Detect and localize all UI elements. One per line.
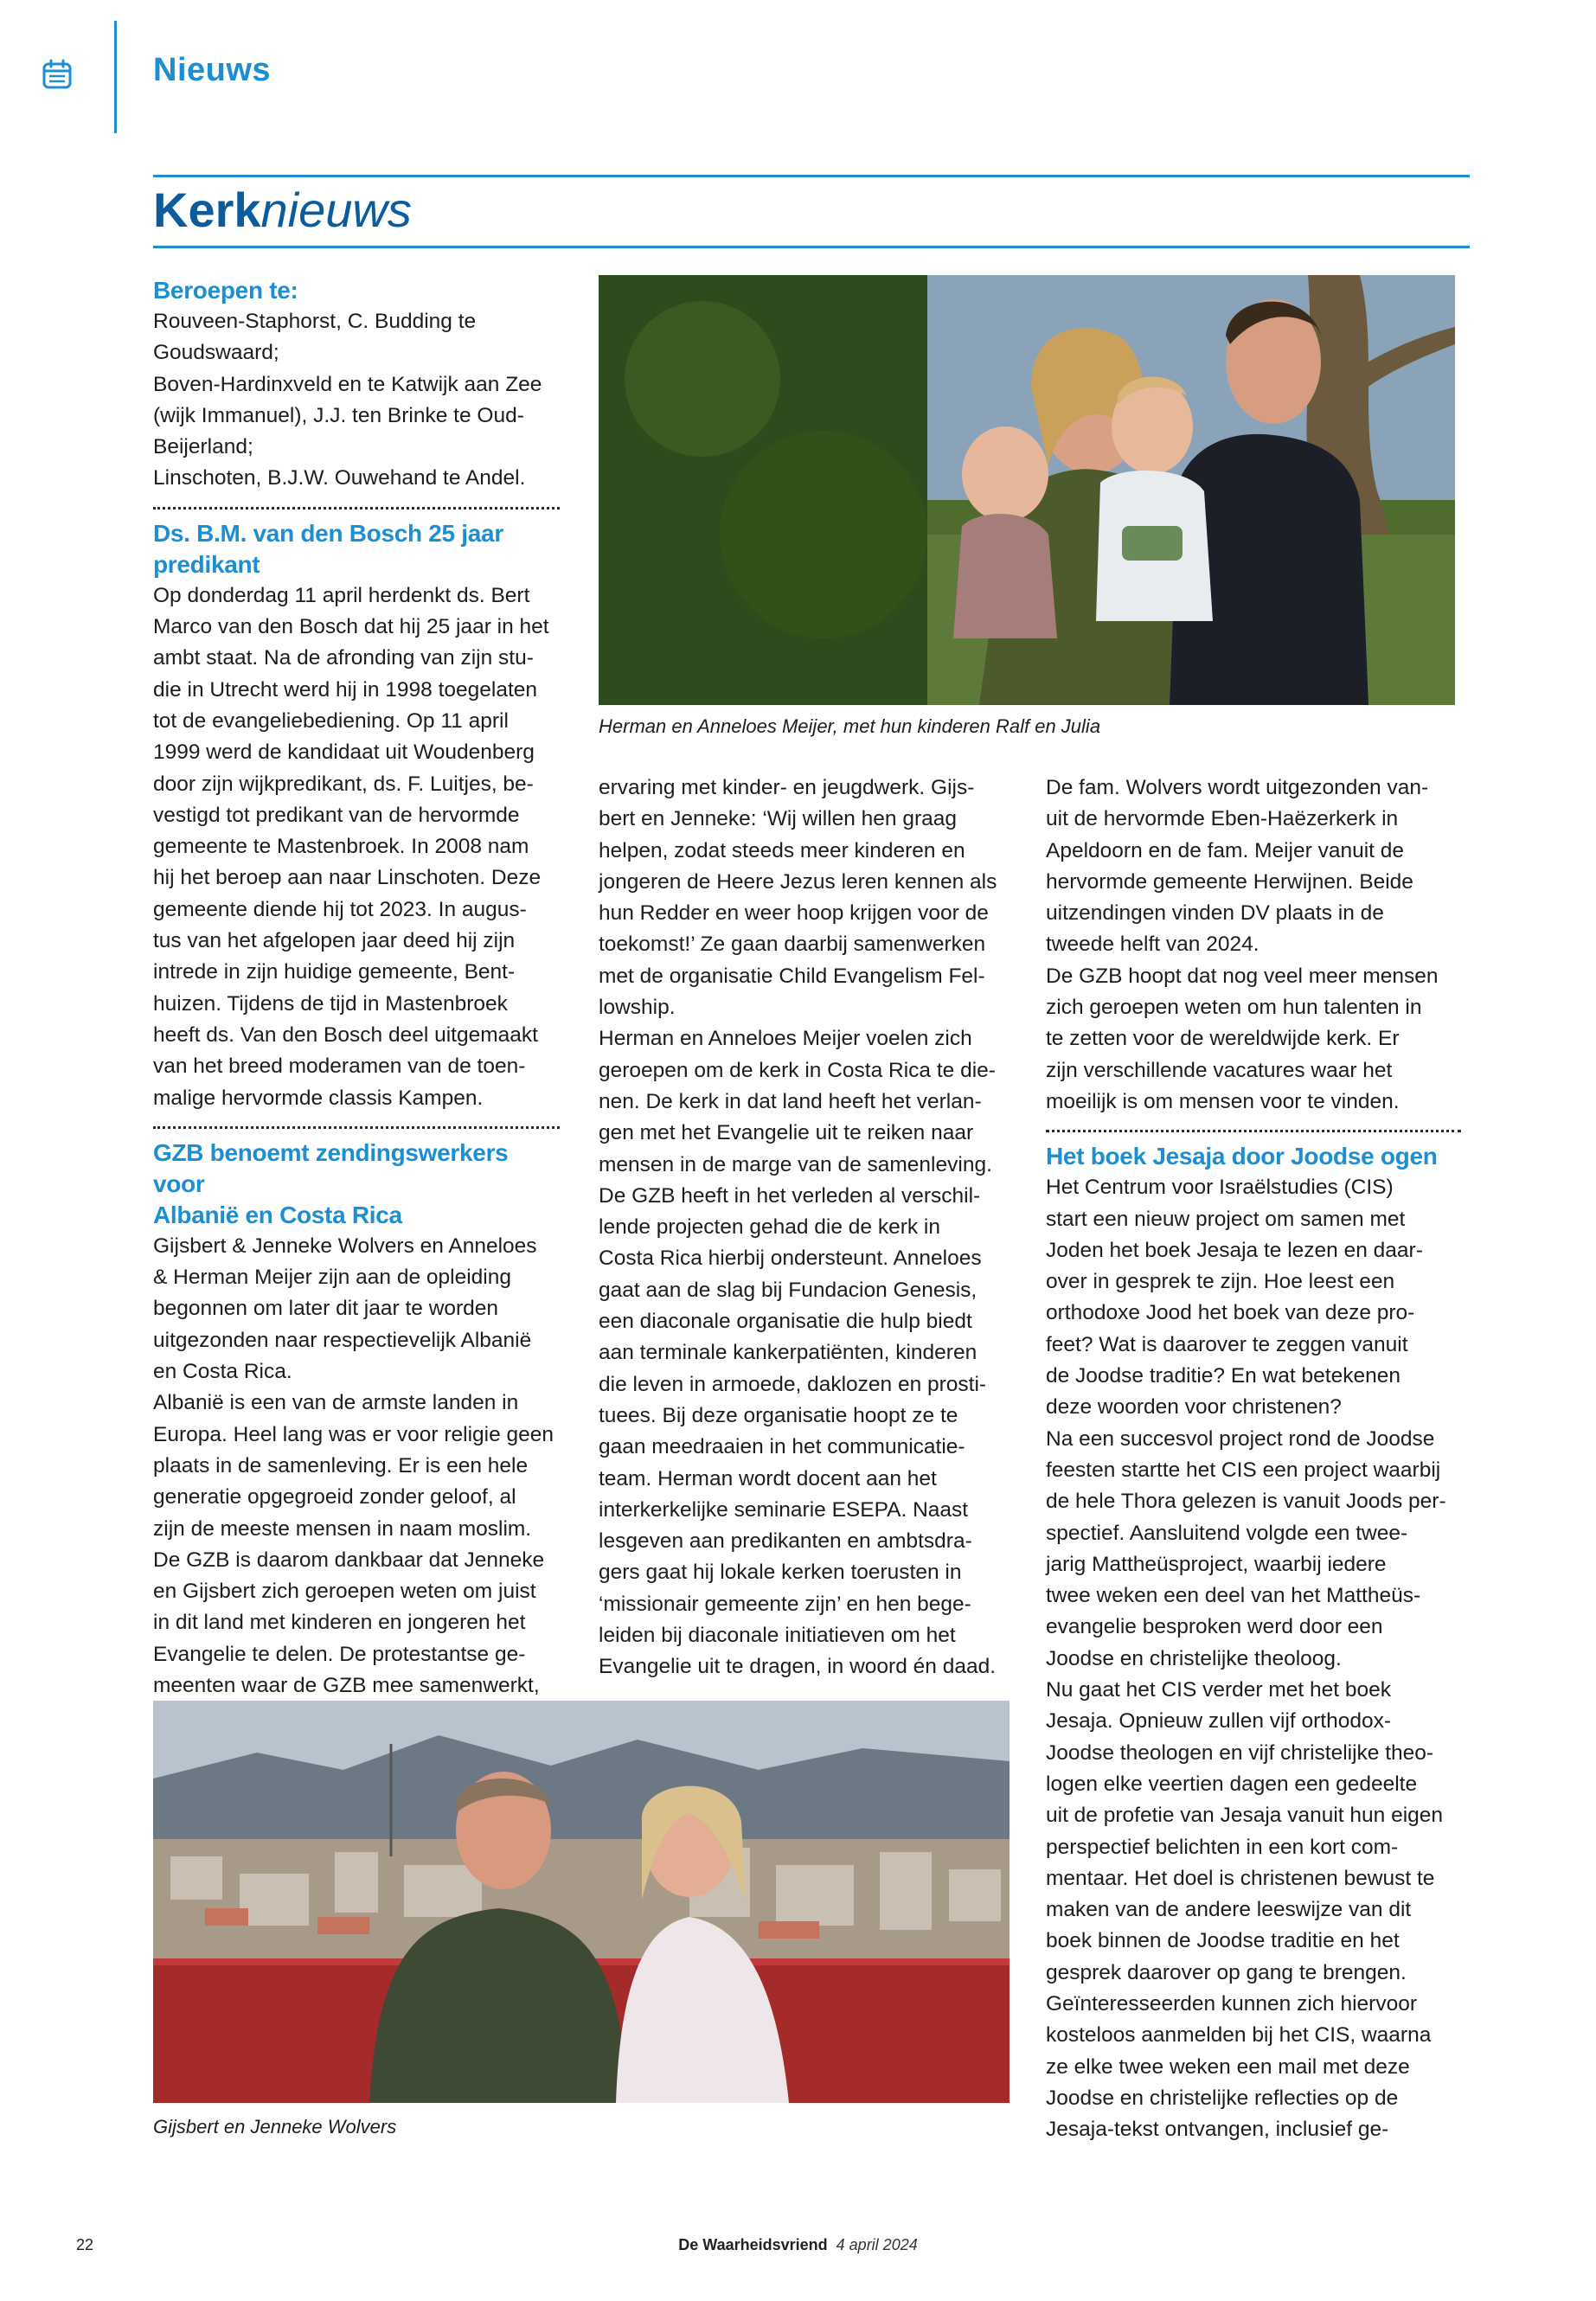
column-right bbox=[1046, 772, 1461, 2145]
text-line: de hele Thora gelezen is vanuit Joods per- bbox=[1046, 1490, 1446, 1514]
gzb-heading bbox=[153, 1138, 560, 1231]
text-line: Joden het boek Jesaja te lezen en daar- bbox=[1046, 1238, 1423, 1262]
text-line: tus van het afgelopen jaar deed hij zijn bbox=[153, 929, 516, 953]
gzb-heading-line: Albanië en Costa Rica bbox=[153, 1201, 402, 1228]
text-line: Costa Rica hierbij ondersteunt. Anneloes bbox=[599, 1247, 982, 1271]
text-line: en Gijsbert zich geroepen weten om juist bbox=[153, 1580, 536, 1604]
text-line: & Herman Meijer zijn aan de opleiding bbox=[153, 1266, 511, 1290]
text-line: te zetten voor de wereldwijde kerk. Er bbox=[1046, 1027, 1400, 1051]
text-line: die in Utrecht werd hij in 1998 toegelaten bbox=[153, 677, 538, 702]
text-line: gesprek daarover op gang te brengen. bbox=[1046, 1960, 1407, 1984]
section-label: Nieuws bbox=[153, 52, 272, 88]
text-line: hij het beroep aan naar Linschoten. Deze bbox=[153, 866, 542, 890]
text-line: aan terminale kankerpatiënten, kinderen bbox=[599, 1341, 977, 1365]
text-line: lesgeven aan predikanten en ambtsdra- bbox=[599, 1529, 972, 1554]
column-middle bbox=[599, 772, 1016, 1683]
title-bold: Kerk bbox=[153, 183, 261, 237]
text-line: uitgezonden naar respectievelijk Albanië bbox=[153, 1328, 532, 1352]
page-number: 22 bbox=[76, 2236, 94, 2253]
text-line: evangelie besproken werd door een bbox=[1046, 1615, 1383, 1639]
text-line: bert en Jenneke: ‘Wij willen hen graag bbox=[599, 807, 958, 831]
text-line: team. Herman wordt docent aan het bbox=[599, 1466, 937, 1490]
text-line: toekomst!’ Ze gaan daarbij samenwerken bbox=[599, 933, 986, 957]
dotted-divider bbox=[1046, 1130, 1461, 1132]
gzb-heading-line: GZB benoemt zendingswerkers voor bbox=[153, 1138, 509, 1197]
text-line: Apeldoorn en de fam. Meijer vanuit de bbox=[1046, 838, 1405, 862]
text-line: over in gesprek te zijn. Hoe leest een bbox=[1046, 1270, 1395, 1294]
text-line: uitzendingen vinden DV plaats in de bbox=[1046, 901, 1384, 926]
text-line: hervormde gemeente Herwijnen. Beide bbox=[1046, 869, 1413, 894]
gzb-text bbox=[153, 1231, 560, 1734]
text-line: Marco van den Bosch dat hij 25 jaar in het bbox=[153, 615, 549, 639]
jesaja-heading: Het boek Jesaja door Joodse ogen bbox=[1046, 1143, 1438, 1170]
text-line: malige hervormde classis Kampen. bbox=[153, 1086, 484, 1110]
beroepen-text bbox=[153, 306, 560, 495]
text-line: spectief. Aansluitend volgde een twee- bbox=[1046, 1521, 1408, 1545]
text-line: ervaring met kinder- en jeugdwerk. Gijs- bbox=[599, 776, 975, 799]
text-line: die leven in armoede, daklozen en prosti- bbox=[599, 1372, 987, 1396]
text-line: generatie opgegroeid zonder geloof, al bbox=[153, 1485, 516, 1509]
text-line: zijn verschillende vacatures waar het bbox=[1046, 1058, 1393, 1082]
text-line: De fam. Wolvers wordt uitgezonden van- bbox=[1046, 776, 1429, 799]
text-line: gaan meedraaien in het communicatie- bbox=[599, 1435, 965, 1459]
text-line: heeft ds. Van den Bosch deel uitgemaakt bbox=[153, 1022, 538, 1047]
text-line: ze elke twee weken een mail met deze bbox=[1046, 2054, 1410, 2079]
text-line: de Joodse traditie? En wat betekenen bbox=[1046, 1364, 1401, 1388]
text-line: vestigd tot predikant van de hervormde bbox=[153, 803, 520, 827]
text-line: van het breed moderamen van de toen- bbox=[153, 1054, 526, 1079]
text-line: 1999 werd de kandidaat uit Woudenberg bbox=[153, 740, 535, 765]
text-line: gen met het Evangelie uit te reiken naar bbox=[599, 1121, 974, 1145]
text-line: gemeente diende hij tot 2023. In augus- bbox=[153, 897, 527, 921]
text-line: gers gaat hij lokale kerken toerusten in bbox=[599, 1561, 962, 1585]
text-line: Linschoten, B.J.W. Ouwehand te Andel. bbox=[153, 466, 526, 490]
text-line: Europa. Heel lang was er voor religie geen bbox=[153, 1422, 554, 1446]
text-line: intrede in zijn huidige gemeente, Bent- bbox=[153, 960, 516, 984]
text-line: mensen in de marge van de samenleving. bbox=[599, 1152, 992, 1176]
text-line: Het Centrum voor Israëlstudies (CIS) bbox=[1046, 1176, 1394, 1200]
text-line: zijn de meeste mensen in naam moslim. bbox=[153, 1516, 532, 1541]
issue-date: 4 april 2024 bbox=[836, 2236, 918, 2253]
text-line: en Costa Rica. bbox=[153, 1360, 292, 1384]
bosch-heading: Ds. B.M. van den Bosch 25 jaar predikant bbox=[153, 519, 503, 578]
text-line: Goudswaard; bbox=[153, 341, 279, 365]
text-line: moeilijk is om mensen voor te vinden. bbox=[1046, 1089, 1400, 1113]
text-line: jarig Mattheüsproject, waarbij iedere bbox=[1046, 1552, 1387, 1576]
text-line: Herman en Anneloes Meijer voelen zich bbox=[599, 1027, 972, 1051]
title-italic: nieuws bbox=[260, 183, 412, 237]
meijer-photo-caption: Herman en Anneloes Meijer, met hun kinderen Ralf en Julia bbox=[599, 715, 1101, 737]
wolvers-photo-caption: Gijsbert en Jenneke Wolvers bbox=[153, 2116, 397, 2138]
text-line: Joodse theologen en vijf christelijke theo- bbox=[1046, 1740, 1434, 1765]
text-line: interkerkelijke seminarie ESEPA. Naast bbox=[599, 1497, 969, 1522]
text-line: in dit land met kinderen en jongeren het bbox=[153, 1611, 526, 1635]
text-line: mentaar. Het doel is christenen bewust te bbox=[1046, 1866, 1435, 1890]
text-line: De GZB heeft in het verleden al verschil- bbox=[599, 1183, 981, 1208]
beroepen-heading: Beroepen te: bbox=[153, 277, 298, 304]
text-line: Beijerland; bbox=[153, 435, 253, 459]
text-line: tuees. Bij deze organisatie hoopt ze te bbox=[599, 1403, 958, 1427]
text-line: ‘missionair gemeente zijn’ en hen bege- bbox=[599, 1592, 971, 1616]
meijer-family-photo bbox=[599, 275, 1455, 705]
text-line: Jesaja. Opnieuw zullen vijf orthodox- bbox=[1046, 1709, 1392, 1734]
text-line: leiden bij diaconale initiatieven om het bbox=[599, 1624, 956, 1648]
text-line: helpen, zodat steeds meer kinderen en bbox=[599, 838, 965, 862]
text-line: Evangelie te delen. De protestantse ge- bbox=[153, 1642, 526, 1666]
text-line: lende projecten gehad die de kerk in bbox=[599, 1215, 941, 1240]
text-line: Gijsbert & Jenneke Wolvers en Anneloes bbox=[153, 1234, 537, 1258]
text-line: uit de profetie van Jesaja vanuit hun eigen bbox=[1046, 1804, 1444, 1828]
text-line: gemeente te Mastenbroek. In 2008 nam bbox=[153, 835, 529, 859]
uitzending-text bbox=[1046, 772, 1461, 1118]
text-line: Evangelie uit te dragen, in woord én daad. bbox=[599, 1655, 997, 1679]
footer-magazine bbox=[0, 2236, 1596, 2254]
text-line: maken van de andere leeswijze van dit bbox=[1046, 1898, 1412, 1922]
page-title bbox=[153, 182, 412, 238]
text-line: orthodoxe Jood het boek van deze pro- bbox=[1046, 1301, 1415, 1325]
text-line: De GZB is daarom dankbaar dat Jenneke bbox=[153, 1548, 545, 1572]
text-line: begonnen om later dit jaar te worden bbox=[153, 1297, 499, 1321]
text-line: tweede helft van 2024. bbox=[1046, 933, 1259, 957]
text-line: meenten waar de GZB mee samenwerkt, bbox=[153, 1673, 540, 1697]
text-line: twee weken een deel van het Mattheüs- bbox=[1046, 1584, 1421, 1608]
jesaja-text bbox=[1046, 1172, 1461, 2145]
text-line: Joodse en christelijke reflecties op de bbox=[1046, 2086, 1399, 2110]
text-line: ambt staat. Na de afronding van zijn stu- bbox=[153, 646, 534, 670]
text-line: (wijk Immanuel), J.J. ten Brinke te Oud- bbox=[153, 403, 524, 427]
text-line: lowship. bbox=[599, 996, 676, 1020]
text-line: deze woorden voor christenen? bbox=[1046, 1395, 1342, 1420]
wolvers-photo bbox=[153, 1701, 1010, 2103]
text-line: plaats in de samenleving. Er is een hele bbox=[153, 1453, 529, 1477]
text-line: huizen. Tijdens de tijd in Mastenbroek bbox=[153, 991, 508, 1016]
text-line: Na een succesvol project rond de Joodse bbox=[1046, 1426, 1435, 1451]
text-line: gaat aan de slag bij Fundacion Genesis, bbox=[599, 1278, 977, 1302]
text-line: Nu gaat het CIS verder met het boek bbox=[1046, 1678, 1392, 1702]
text-line: jongeren de Heere Jezus leren kennen als bbox=[599, 869, 997, 894]
text-line: feet? Wat is daarover te zeggen vanuit bbox=[1046, 1332, 1408, 1356]
wolvers-photo-illustration bbox=[153, 1701, 1010, 2103]
dotted-divider bbox=[153, 1126, 560, 1129]
header-divider bbox=[114, 21, 117, 133]
text-line: nen. De kerk in dat land heeft het verlan- bbox=[599, 1089, 982, 1113]
bosch-text bbox=[153, 580, 560, 1114]
text-line: Boven-Hardinxveld en te Katwijk aan Zee bbox=[153, 372, 542, 396]
text-line: uit de hervormde Eben-Haëzerkerk in bbox=[1046, 807, 1399, 831]
text-line: Joodse en christelijke theoloog. bbox=[1046, 1646, 1342, 1670]
text-line: feesten startte het CIS een project waarbij bbox=[1046, 1458, 1441, 1482]
calendar-icon bbox=[42, 59, 73, 90]
text-line: kosteloos aanmelden bij het CIS, waarna bbox=[1046, 2023, 1432, 2048]
text-line: logen elke veertien dagen een gedeelte bbox=[1046, 1772, 1418, 1796]
dotted-divider bbox=[153, 507, 560, 510]
text-line: Geïnteresseerden kunnen zich hiervoor bbox=[1046, 1991, 1418, 2016]
text-line: tot de evangeliebediening. Op 11 april bbox=[153, 708, 509, 733]
text-line: met de organisatie Child Evangelism Fel- bbox=[599, 964, 985, 988]
text-line: Rouveen-Staphorst, C. Budding te bbox=[153, 310, 477, 333]
text-line: zich geroepen weten om hun talenten in bbox=[1046, 996, 1422, 1020]
text-line: Albanië is een van de armste landen in bbox=[153, 1391, 519, 1415]
text-line: start een nieuw project om samen met bbox=[1046, 1207, 1406, 1231]
text-line: perspectief belichten in een kort com- bbox=[1046, 1835, 1399, 1859]
title-rule-bottom bbox=[153, 246, 1470, 248]
text-line: Jesaja-tekst ontvangen, inclusief ge- bbox=[1046, 2118, 1389, 2142]
text-line: De GZB hoopt dat nog veel meer mensen bbox=[1046, 964, 1439, 988]
text-line: Op donderdag 11 april herdenkt ds. Bert bbox=[153, 583, 530, 607]
title-rule-top bbox=[153, 175, 1470, 177]
column-left bbox=[153, 275, 560, 1734]
magazine-name: De Waarheidsvriend bbox=[678, 2236, 828, 2253]
text-line: geroepen om de kerk in Costa Rica te die- bbox=[599, 1058, 996, 1082]
text-line: boek binnen de Joodse traditie en het bbox=[1046, 1929, 1400, 1953]
text-line: hun Redder en weer hoop krijgen voor de bbox=[599, 901, 989, 926]
text-line: een diaconale organisatie die hulp biedt bbox=[599, 1310, 972, 1334]
meijer-photo-illustration bbox=[599, 275, 1455, 705]
text-line: door zijn wijkpredikant, ds. F. Luitjes, be- bbox=[153, 772, 534, 796]
